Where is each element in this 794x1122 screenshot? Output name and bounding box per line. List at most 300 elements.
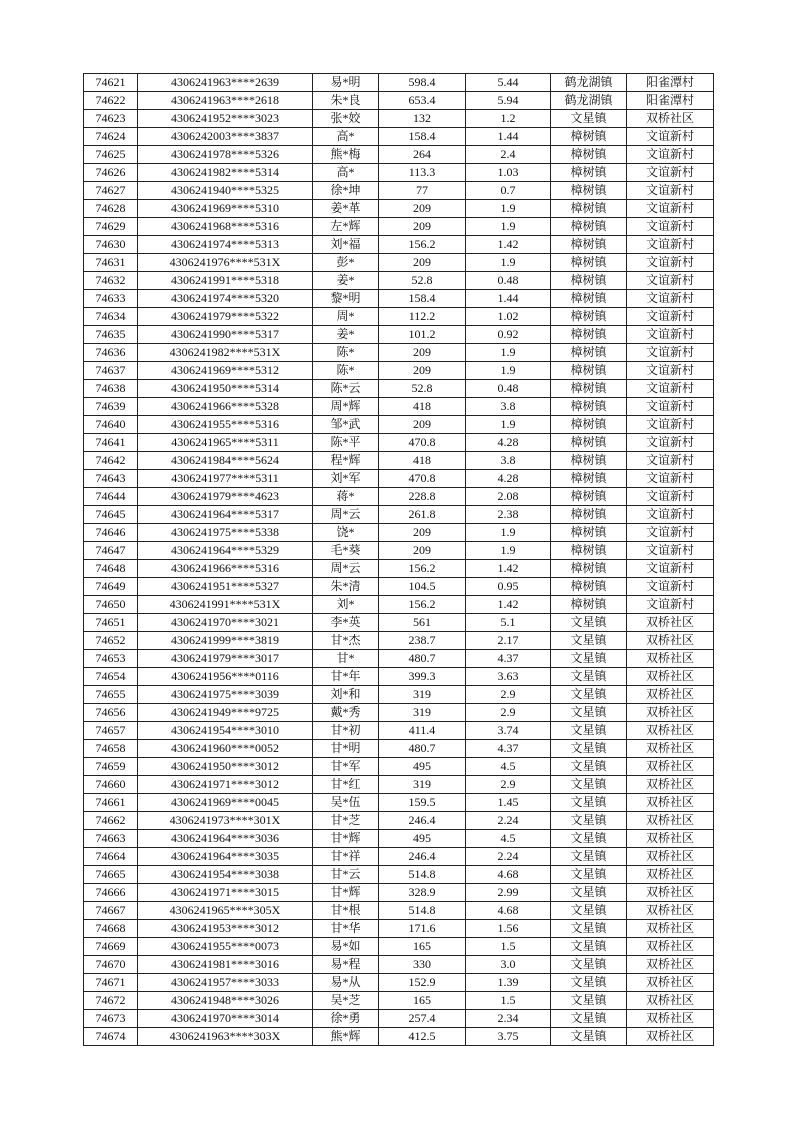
name-cell: 甘*初: [313, 722, 379, 740]
village-cell: 文谊新村: [627, 308, 714, 326]
village-cell: 文谊新村: [627, 488, 714, 506]
town-cell: 文星镇: [551, 956, 627, 974]
serial-number-cell: 74621: [84, 74, 138, 92]
town-cell: 文星镇: [551, 794, 627, 812]
table-row: [84, 542, 714, 560]
serial-number-cell: 74671: [84, 974, 138, 992]
table-row: [84, 758, 714, 776]
amount-cell: 156.2: [379, 236, 466, 254]
town-cell: 文星镇: [551, 830, 627, 848]
table-row: [84, 794, 714, 812]
name-cell: 高*: [313, 128, 379, 146]
id-number-cell: 4306241963****2618: [138, 92, 313, 110]
amount-cell: 159.5: [379, 794, 466, 812]
town-cell: 文星镇: [551, 722, 627, 740]
serial-number-cell: 74634: [84, 308, 138, 326]
serial-number-cell: 74661: [84, 794, 138, 812]
table-row: [84, 272, 714, 290]
village-cell: 文谊新村: [627, 200, 714, 218]
serial-number-cell: 74668: [84, 920, 138, 938]
serial-number-cell: 74636: [84, 344, 138, 362]
serial-number-cell: 74637: [84, 362, 138, 380]
area-cell: 1.56: [466, 920, 551, 938]
area-cell: 2.17: [466, 632, 551, 650]
town-cell: 樟树镇: [551, 398, 627, 416]
area-cell: 1.9: [466, 344, 551, 362]
amount-cell: 264: [379, 146, 466, 164]
name-cell: 甘*年: [313, 668, 379, 686]
village-cell: 双桥社区: [627, 992, 714, 1010]
town-cell: 文星镇: [551, 920, 627, 938]
table-row: [84, 236, 714, 254]
table-row: [84, 668, 714, 686]
name-cell: 朱*清: [313, 578, 379, 596]
town-cell: 文星镇: [551, 686, 627, 704]
table-row: [84, 866, 714, 884]
area-cell: 1.44: [466, 290, 551, 308]
table-row: [84, 110, 714, 128]
name-cell: 蒋*: [313, 488, 379, 506]
town-cell: 樟树镇: [551, 542, 627, 560]
name-cell: 张*姣: [313, 110, 379, 128]
area-cell: 4.5: [466, 830, 551, 848]
amount-cell: 328.9: [379, 884, 466, 902]
serial-number-cell: 74646: [84, 524, 138, 542]
town-cell: 樟树镇: [551, 218, 627, 236]
area-cell: 3.8: [466, 452, 551, 470]
serial-number-cell: 74647: [84, 542, 138, 560]
amount-cell: 165: [379, 992, 466, 1010]
area-cell: 1.45: [466, 794, 551, 812]
name-cell: 甘*辉: [313, 884, 379, 902]
serial-number-cell: 74641: [84, 434, 138, 452]
id-number-cell: 4306241971****3012: [138, 776, 313, 794]
name-cell: 甘*明: [313, 740, 379, 758]
serial-number-cell: 74644: [84, 488, 138, 506]
name-cell: 姜*革: [313, 200, 379, 218]
id-number-cell: 4306241971****3015: [138, 884, 313, 902]
amount-cell: 598.4: [379, 74, 466, 92]
records-table: [83, 73, 714, 1046]
village-cell: 双桥社区: [627, 686, 714, 704]
serial-number-cell: 74651: [84, 614, 138, 632]
town-cell: 樟树镇: [551, 578, 627, 596]
serial-number-cell: 74667: [84, 902, 138, 920]
amount-cell: 411.4: [379, 722, 466, 740]
serial-number-cell: 74666: [84, 884, 138, 902]
name-cell: 毛*葵: [313, 542, 379, 560]
table-row: [84, 632, 714, 650]
table-row: [84, 380, 714, 398]
town-cell: 樟树镇: [551, 524, 627, 542]
amount-cell: 52.8: [379, 272, 466, 290]
village-cell: 文谊新村: [627, 128, 714, 146]
serial-number-cell: 74674: [84, 1028, 138, 1046]
name-cell: 邹*武: [313, 416, 379, 434]
village-cell: 文谊新村: [627, 290, 714, 308]
name-cell: 刘*: [313, 596, 379, 614]
table-row: [84, 650, 714, 668]
amount-cell: 209: [379, 254, 466, 272]
area-cell: 3.8: [466, 398, 551, 416]
town-cell: 文星镇: [551, 632, 627, 650]
name-cell: 左*辉: [313, 218, 379, 236]
amount-cell: 261.8: [379, 506, 466, 524]
town-cell: 文星镇: [551, 110, 627, 128]
town-cell: 樟树镇: [551, 434, 627, 452]
id-number-cell: 4306241990****5317: [138, 326, 313, 344]
village-cell: 文谊新村: [627, 524, 714, 542]
area-cell: 2.24: [466, 848, 551, 866]
area-cell: 1.9: [466, 524, 551, 542]
area-cell: 1.9: [466, 362, 551, 380]
serial-number-cell: 74642: [84, 452, 138, 470]
town-cell: 樟树镇: [551, 560, 627, 578]
serial-number-cell: 74632: [84, 272, 138, 290]
table-row: [84, 812, 714, 830]
village-cell: 文谊新村: [627, 470, 714, 488]
table-row: [84, 938, 714, 956]
id-number-cell: 4306241979****5322: [138, 308, 313, 326]
name-cell: 徐*坤: [313, 182, 379, 200]
records-table-body: [84, 74, 714, 1046]
village-cell: 文谊新村: [627, 218, 714, 236]
village-cell: 双桥社区: [627, 866, 714, 884]
table-row: [84, 218, 714, 236]
amount-cell: 399.3: [379, 668, 466, 686]
id-number-cell: 4306241982****5314: [138, 164, 313, 182]
name-cell: 彭*: [313, 254, 379, 272]
table-row: [84, 128, 714, 146]
amount-cell: 246.4: [379, 848, 466, 866]
amount-cell: 104.5: [379, 578, 466, 596]
name-cell: 甘*杰: [313, 632, 379, 650]
area-cell: 4.37: [466, 650, 551, 668]
table-row: [84, 470, 714, 488]
name-cell: 甘*军: [313, 758, 379, 776]
name-cell: 周*云: [313, 506, 379, 524]
table-row: [84, 614, 714, 632]
area-cell: 4.68: [466, 866, 551, 884]
serial-number-cell: 74649: [84, 578, 138, 596]
table-row: [84, 362, 714, 380]
table-row: [84, 686, 714, 704]
name-cell: 熊*梅: [313, 146, 379, 164]
serial-number-cell: 74622: [84, 92, 138, 110]
serial-number-cell: 74655: [84, 686, 138, 704]
serial-number-cell: 74640: [84, 416, 138, 434]
area-cell: 4.68: [466, 902, 551, 920]
table-row: [84, 92, 714, 110]
area-cell: 3.75: [466, 1028, 551, 1046]
id-number-cell: 4306241966****5328: [138, 398, 313, 416]
town-cell: 文星镇: [551, 650, 627, 668]
table-row: [84, 740, 714, 758]
town-cell: 樟树镇: [551, 416, 627, 434]
id-number-cell: 4306241949****9725: [138, 704, 313, 722]
area-cell: 1.03: [466, 164, 551, 182]
town-cell: 樟树镇: [551, 596, 627, 614]
id-number-cell: 4306241950****5314: [138, 380, 313, 398]
name-cell: 戴*秀: [313, 704, 379, 722]
serial-number-cell: 74657: [84, 722, 138, 740]
village-cell: 文谊新村: [627, 380, 714, 398]
id-number-cell: 4306241969****0045: [138, 794, 313, 812]
town-cell: 文星镇: [551, 938, 627, 956]
serial-number-cell: 74660: [84, 776, 138, 794]
area-cell: 0.48: [466, 272, 551, 290]
town-cell: 文星镇: [551, 614, 627, 632]
village-cell: 文谊新村: [627, 182, 714, 200]
table-row: [84, 164, 714, 182]
serial-number-cell: 74623: [84, 110, 138, 128]
table-row: [84, 992, 714, 1010]
amount-cell: 319: [379, 704, 466, 722]
id-number-cell: 4306241963****303X: [138, 1028, 313, 1046]
village-cell: 双桥社区: [627, 110, 714, 128]
village-cell: 文谊新村: [627, 326, 714, 344]
area-cell: 2.34: [466, 1010, 551, 1028]
amount-cell: 209: [379, 524, 466, 542]
amount-cell: 209: [379, 542, 466, 560]
village-cell: 阳雀潭村: [627, 74, 714, 92]
area-cell: 4.37: [466, 740, 551, 758]
village-cell: 文谊新村: [627, 542, 714, 560]
table-row: [84, 254, 714, 272]
id-number-cell: 4306241954****3038: [138, 866, 313, 884]
town-cell: 樟树镇: [551, 308, 627, 326]
village-cell: 双桥社区: [627, 848, 714, 866]
serial-number-cell: 74664: [84, 848, 138, 866]
village-cell: 双桥社区: [627, 938, 714, 956]
table-row: [84, 1028, 714, 1046]
id-number-cell: 4306241969****5310: [138, 200, 313, 218]
area-cell: 3.0: [466, 956, 551, 974]
id-number-cell: 4306241948****3026: [138, 992, 313, 1010]
serial-number-cell: 74631: [84, 254, 138, 272]
id-number-cell: 4306241974****5320: [138, 290, 313, 308]
name-cell: 朱*良: [313, 92, 379, 110]
id-number-cell: 4306241970****3014: [138, 1010, 313, 1028]
amount-cell: 412.5: [379, 1028, 466, 1046]
name-cell: 甘*华: [313, 920, 379, 938]
area-cell: 3.74: [466, 722, 551, 740]
name-cell: 周*: [313, 308, 379, 326]
table-row: [84, 308, 714, 326]
id-number-cell: 4306241999****3819: [138, 632, 313, 650]
table-row: [84, 398, 714, 416]
amount-cell: 209: [379, 218, 466, 236]
serial-number-cell: 74627: [84, 182, 138, 200]
area-cell: 1.5: [466, 938, 551, 956]
table-row: [84, 200, 714, 218]
table-row: [84, 182, 714, 200]
village-cell: 双桥社区: [627, 974, 714, 992]
serial-number-cell: 74662: [84, 812, 138, 830]
area-cell: 2.9: [466, 776, 551, 794]
amount-cell: 209: [379, 344, 466, 362]
serial-number-cell: 74639: [84, 398, 138, 416]
amount-cell: 165: [379, 938, 466, 956]
table-row: [84, 434, 714, 452]
name-cell: 甘*辉: [313, 830, 379, 848]
area-cell: 1.9: [466, 200, 551, 218]
town-cell: 鹤龙湖镇: [551, 92, 627, 110]
amount-cell: 480.7: [379, 650, 466, 668]
serial-number-cell: 74645: [84, 506, 138, 524]
serial-number-cell: 74672: [84, 992, 138, 1010]
amount-cell: 561: [379, 614, 466, 632]
id-number-cell: 4306241968****5316: [138, 218, 313, 236]
amount-cell: 209: [379, 362, 466, 380]
table-row: [84, 146, 714, 164]
town-cell: 樟树镇: [551, 272, 627, 290]
area-cell: 1.44: [466, 128, 551, 146]
town-cell: 文星镇: [551, 884, 627, 902]
area-cell: 2.9: [466, 686, 551, 704]
amount-cell: 480.7: [379, 740, 466, 758]
table-row: [84, 848, 714, 866]
village-cell: 文谊新村: [627, 236, 714, 254]
name-cell: 饶*: [313, 524, 379, 542]
serial-number-cell: 74669: [84, 938, 138, 956]
area-cell: 0.48: [466, 380, 551, 398]
name-cell: 熊*辉: [313, 1028, 379, 1046]
serial-number-cell: 74659: [84, 758, 138, 776]
name-cell: 姜*: [313, 326, 379, 344]
name-cell: 陈*: [313, 344, 379, 362]
id-number-cell: 4306241964****5329: [138, 542, 313, 560]
town-cell: 文星镇: [551, 992, 627, 1010]
name-cell: 甘*: [313, 650, 379, 668]
amount-cell: 158.4: [379, 128, 466, 146]
village-cell: 双桥社区: [627, 794, 714, 812]
serial-number-cell: 74633: [84, 290, 138, 308]
village-cell: 双桥社区: [627, 902, 714, 920]
id-number-cell: 4306241963****2639: [138, 74, 313, 92]
table-row: [84, 452, 714, 470]
village-cell: 文谊新村: [627, 506, 714, 524]
table-row: [84, 956, 714, 974]
id-number-cell: 4306241955****0073: [138, 938, 313, 956]
serial-number-cell: 74625: [84, 146, 138, 164]
area-cell: 2.99: [466, 884, 551, 902]
id-number-cell: 4306241964****3036: [138, 830, 313, 848]
area-cell: 2.4: [466, 146, 551, 164]
village-cell: 双桥社区: [627, 704, 714, 722]
table-row: [84, 704, 714, 722]
name-cell: 徐*勇: [313, 1010, 379, 1028]
village-cell: 双桥社区: [627, 614, 714, 632]
id-number-cell: 4306242003****3837: [138, 128, 313, 146]
table-row: [84, 578, 714, 596]
area-cell: 5.1: [466, 614, 551, 632]
area-cell: 4.28: [466, 470, 551, 488]
serial-number-cell: 74656: [84, 704, 138, 722]
serial-number-cell: 74626: [84, 164, 138, 182]
table-row: [84, 290, 714, 308]
town-cell: 文星镇: [551, 1028, 627, 1046]
amount-cell: 156.2: [379, 560, 466, 578]
name-cell: 吴*伍: [313, 794, 379, 812]
amount-cell: 470.8: [379, 434, 466, 452]
amount-cell: 158.4: [379, 290, 466, 308]
name-cell: 黎*明: [313, 290, 379, 308]
amount-cell: 257.4: [379, 1010, 466, 1028]
name-cell: 姜*: [313, 272, 379, 290]
amount-cell: 156.2: [379, 596, 466, 614]
table-row: [84, 920, 714, 938]
town-cell: 樟树镇: [551, 164, 627, 182]
id-number-cell: 4306241955****5316: [138, 416, 313, 434]
amount-cell: 209: [379, 416, 466, 434]
id-number-cell: 4306241960****0052: [138, 740, 313, 758]
amount-cell: 152.9: [379, 974, 466, 992]
town-cell: 樟树镇: [551, 128, 627, 146]
town-cell: 樟树镇: [551, 182, 627, 200]
name-cell: 甘*云: [313, 866, 379, 884]
village-cell: 文谊新村: [627, 254, 714, 272]
name-cell: 陈*云: [313, 380, 379, 398]
id-number-cell: 4306241956****0116: [138, 668, 313, 686]
id-number-cell: 4306241975****5338: [138, 524, 313, 542]
id-number-cell: 4306241979****3017: [138, 650, 313, 668]
town-cell: 文星镇: [551, 866, 627, 884]
village-cell: 双桥社区: [627, 830, 714, 848]
town-cell: 文星镇: [551, 974, 627, 992]
area-cell: 1.9: [466, 416, 551, 434]
id-number-cell: 4306241979****4623: [138, 488, 313, 506]
id-number-cell: 4306241977****5311: [138, 470, 313, 488]
table-row: [84, 74, 714, 92]
village-cell: 阳雀潭村: [627, 92, 714, 110]
town-cell: 文星镇: [551, 812, 627, 830]
area-cell: 1.42: [466, 596, 551, 614]
table-row: [84, 560, 714, 578]
area-cell: 1.9: [466, 542, 551, 560]
town-cell: 文星镇: [551, 848, 627, 866]
area-cell: 4.28: [466, 434, 551, 452]
id-number-cell: 4306241991****5318: [138, 272, 313, 290]
village-cell: 文谊新村: [627, 146, 714, 164]
town-cell: 文星镇: [551, 740, 627, 758]
town-cell: 文星镇: [551, 776, 627, 794]
amount-cell: 495: [379, 830, 466, 848]
town-cell: 樟树镇: [551, 344, 627, 362]
table-row: [84, 416, 714, 434]
town-cell: 文星镇: [551, 1010, 627, 1028]
amount-cell: 52.8: [379, 380, 466, 398]
area-cell: 1.9: [466, 218, 551, 236]
serial-number-cell: 74635: [84, 326, 138, 344]
amount-cell: 113.3: [379, 164, 466, 182]
area-cell: 1.39: [466, 974, 551, 992]
serial-number-cell: 74629: [84, 218, 138, 236]
serial-number-cell: 74630: [84, 236, 138, 254]
name-cell: 李*英: [313, 614, 379, 632]
amount-cell: 319: [379, 686, 466, 704]
amount-cell: 514.8: [379, 902, 466, 920]
area-cell: 3.63: [466, 668, 551, 686]
village-cell: 双桥社区: [627, 632, 714, 650]
town-cell: 樟树镇: [551, 326, 627, 344]
id-number-cell: 4306241970****3021: [138, 614, 313, 632]
town-cell: 樟树镇: [551, 470, 627, 488]
id-number-cell: 4306241964****5317: [138, 506, 313, 524]
name-cell: 周*辉: [313, 398, 379, 416]
amount-cell: 77: [379, 182, 466, 200]
area-cell: 1.42: [466, 236, 551, 254]
